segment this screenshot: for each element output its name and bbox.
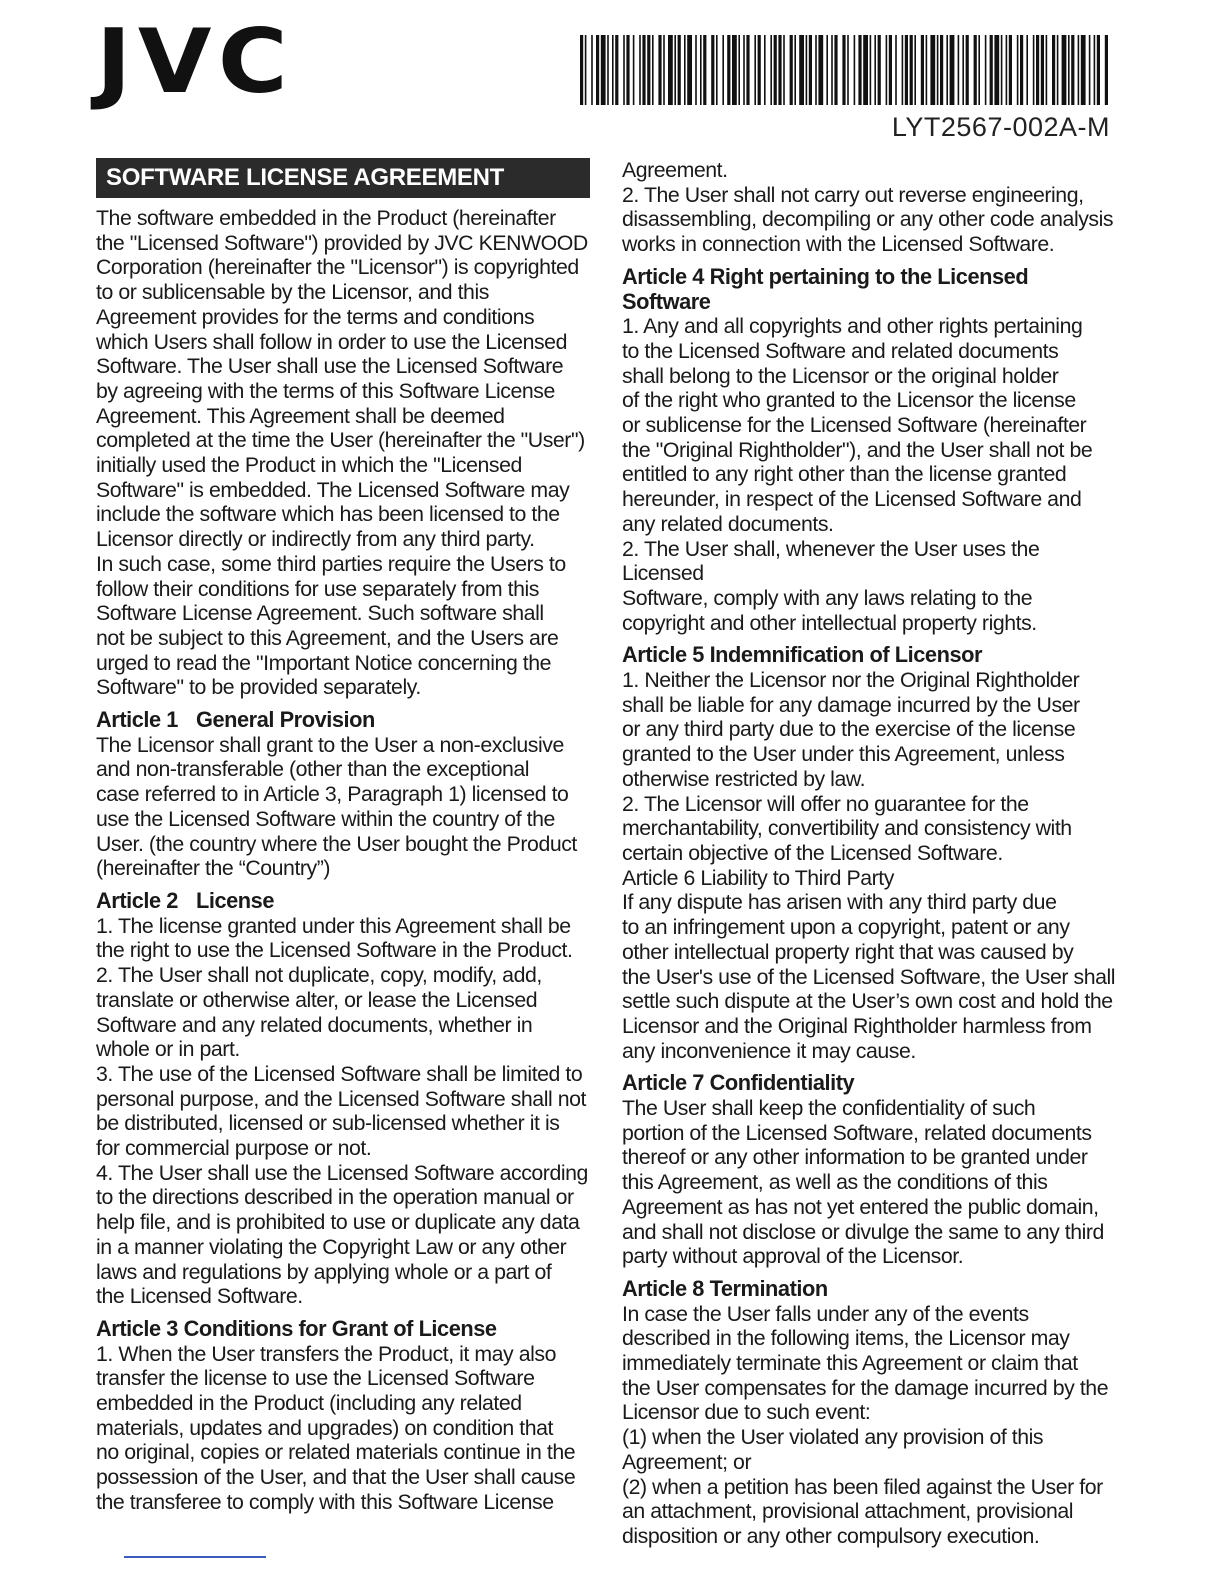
article-4-heading: Article 4 Right pertaining to the Licensed Software xyxy=(622,263,1029,314)
agreement-title-banner: SOFTWARE LICENSE AGREEMENT xyxy=(96,158,590,198)
article-5-heading: Article 5 Indemnification of Licensor xyxy=(622,642,983,668)
article-1-heading: Article 1 General Provision xyxy=(96,707,375,733)
right-column xyxy=(622,158,1122,1549)
article-3-continued: Agreement. 2. The User shall not carry out reverse engineering, disassembling, decompiling or any other code analysis works in connection with the Licensed Software. xyxy=(622,158,1114,257)
left-column xyxy=(96,158,596,1515)
article-5-body: 1. Neither the Licensor nor the Original Rightholder shall be liable for any damage incurred by the User or any third party due to the exercise of the license granted to the User under this Agreement, unless otherwise restricted by law. 2. The Licensor will offer no guarantee for the merchantability, convertibility and consistency with certain objective of the Licensed Software. Article 6 Liability to Third Party If any dispute has arisen with any third party due to an infringement upon a copyright, patent or any other intellectual property right that was caused by the User's use of the Licensed Software, the User shall settle such dispute at the User’s own cost and hold the Licensor and the Original Rightholder harmless from any inconvenience it may cause. xyxy=(622,668,1116,1063)
article-3-heading: Article 3 Conditions for Grant of License xyxy=(96,1315,497,1341)
article-7-body: The User shall keep the confidentiality of such portion of the Licensed Software, related documents thereof or any other information to be granted under this Agreement, as well as the conditions of this Agreement as has not yet entered the public domain, and shall not disclose or divulge the same to any third party without approval of the Licensor. xyxy=(622,1096,1104,1269)
article-8-body: In case the User falls under any of the events described in the following items, the Licensor may immediately terminate this Agreement or claim that the User compensates for the damage incurred by the Licensor due to such event: (1) when the User violated any provision of this Agreement; or (2) when a petition has been filed against the User for an attachment, provisional attachment, provisional disposition or any other compulsory execution. xyxy=(622,1301,1109,1548)
article-7-heading: Article 7 Confidentiality xyxy=(622,1070,855,1096)
article-2-body: 1. The license granted under this Agreement shall be the right to use the Licensed Software in the Product. 2. The User shall not duplicate, copy, modify, add, translate or otherwise alter, or lease the Licensed Software and any related documents, whether in whole or in part. 3. The use of the Licensed Software shall be limited to personal purpose, and the Licensed Software shall not be distributed, licensed or sub-licensed whether it is for commercial purpose or not. 4. The User shall use the Licensed Software according to the directions described in the operation manual or help file, and is prohibited to use or duplicate any data in a manner violating the Copyright Law or any other laws and regulations by applying whole or a part of the Licensed Software. xyxy=(96,913,588,1309)
article-8-heading: Article 8 Termination xyxy=(622,1275,828,1301)
jvc-logo: JVC xyxy=(96,10,295,113)
barcode xyxy=(580,35,1108,105)
article-3-body: 1. When the User transfers the Product, it may also transfer the license to use the Licensed Software embedded in the Product (including any related materials, updates and upgrades) on condition that no original, copies or related materials continue in the possession of the User, and that the User shall cause the transferee to comply with this Software License xyxy=(96,1341,576,1514)
footer-rule xyxy=(124,1556,266,1558)
article-2-heading: Article 2 License xyxy=(96,887,274,913)
article-1-body: The Licensor shall grant to the User a non-exclusive and non-transferable (other than the exceptional case referred to in Article 3, Paragraph 1) licensed to use the Licensed Software within the country of the User. (the country where the User bought the Product (hereinafter the “Country”) xyxy=(96,732,577,881)
document-number: LYT2567-002A-M xyxy=(891,112,1110,142)
intro-paragraph: The software embedded in the Product (hereinafter the "Licensed Software") provided by JVC KENWOOD Corporation (hereinafter the "Licensor") is copyrighted to or sublicensable by the Licensor, and this Agreement provides for the terms and conditions which Users shall follow in order to use the Licensed Software. The User shall use the Licensed Software by agreeing with the terms of this Software License Agreement. This Agreement shall be deemed completed at the time the User (hereinafter the "User") initially used the Product in which the "Licensed Software" is embedded. The Licensed Software may include the software which has been licensed to the Licensor directly or indirectly from any third party. In such case, some third parties require the Users to follow their conditions for use separately from this Software License Agreement. Such software shall not be subject to this Agreement, and the Users are urged to read the "Important Notice concerning the Software" to be provided separately. xyxy=(96,206,588,700)
article-4-body: 1. Any and all copyrights and other rights pertaining to the Licensed Software and related documents shall belong to the Licensor or the original holder of the right who granted to the Licensor the license or sublicense for the Licensed Software (hereinafter the "Original Rightholder"), and the User shall not be entitled to any right other than the license granted hereunder, in respect of the Licensed Software and any related documents. 2. The User shall, whenever the User uses the Licensed Software, comply with any laws relating to the copyright and other intellectual property rights. xyxy=(622,314,1093,635)
